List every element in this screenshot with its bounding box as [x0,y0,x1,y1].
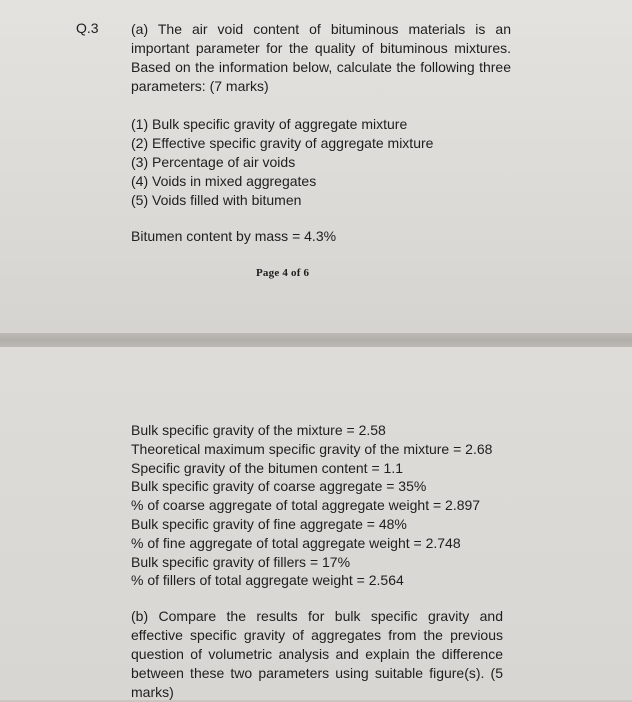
list-item: % of fine aggregate of total aggregate weight = 2.748 [131,534,461,551]
list-item: Bulk specific gravity of the mixture = 2.58 [131,422,386,438]
list-item: % of fillers of total aggregate weight = 2.564 [131,572,404,589]
list-item: Bulk specific gravity of coarse aggregate = 35% [131,478,427,495]
list-item: (3) Percentage of air voids [131,154,296,170]
list-item: Specific gravity of the bitumen content = 1.1 [131,459,403,476]
bitumen-content: Bitumen content by mass = 4.3% [131,228,337,244]
question-number: Q.3 [76,20,99,36]
part-b-text: (b) Compare the results for bulk specific gravity and effective specific gravity of aggregates from the previous question of volumetric analysis and explain the difference between these two parameters using suitable figure(s). (5 marks) [131,608,503,700]
document-page-bottom [0,347,632,700]
list-item: (4) Voids in mixed aggregates [131,173,317,189]
given-data-list [131,421,492,590]
list-item: (5) Voids filled with bitumen [131,192,302,208]
list-item: (1) Bulk specific gravity of aggregate mixture [131,116,408,132]
list-item: Bulk specific gravity of fine aggregate = 48% [131,515,407,532]
page-gap [0,333,632,347]
list-item: (2) Effective specific gravity of aggregate mixture [131,135,434,151]
list-item: Theoretical maximum specific gravity of the mixture = 2.68 [131,440,493,457]
page-footer: Page 4 of 6 [256,267,310,279]
task-list [131,115,433,210]
list-item: % of coarse aggregate of total aggregate weight = 2.897 [131,497,481,514]
document-page-top [0,0,632,333]
part-a-text: (a) The air void content of bituminous materials is an important parameter for the quality of bituminous mixtures. Based on the information below, calculate the following three parameters: (7 marks) [131,21,511,94]
list-item: Bulk specific gravity of fillers = 17% [131,553,351,570]
